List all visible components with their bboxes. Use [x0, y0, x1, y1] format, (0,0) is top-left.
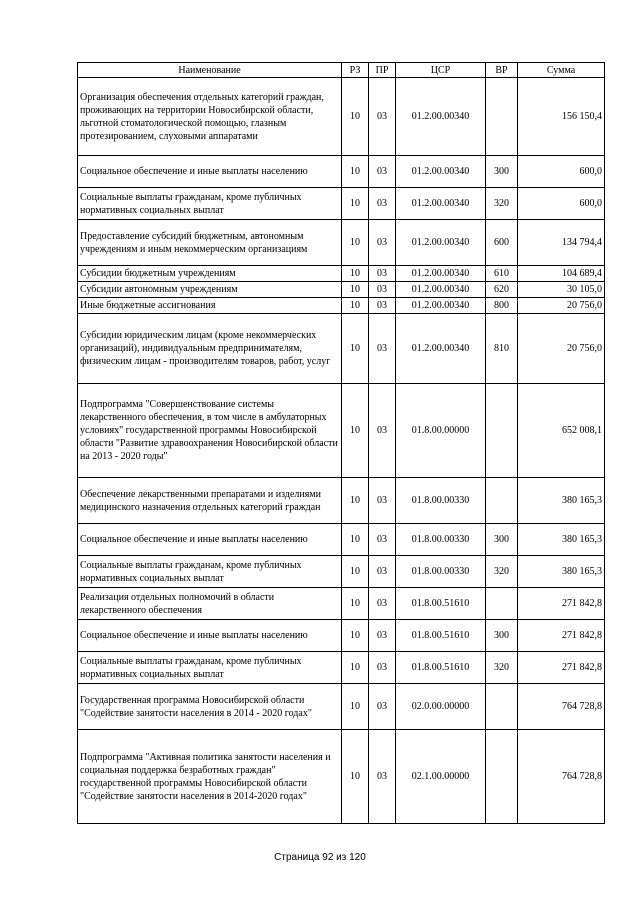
cell-pr: 03 [369, 188, 396, 220]
table-row [78, 588, 605, 620]
cell-vr [486, 588, 518, 620]
table-row [78, 620, 605, 652]
cell-vr: 320 [486, 652, 518, 684]
cell-csr: 01.2.00.00340 [396, 282, 486, 298]
table-row [78, 478, 605, 524]
table-row [78, 384, 605, 478]
cell-name: Социальные выплаты гражданам, кроме публичных нормативных социальных выплат [78, 188, 342, 220]
table-row [78, 730, 605, 824]
cell-pr: 03 [369, 314, 396, 384]
cell-sum: 104 689,4 [518, 266, 605, 282]
header-vr: ВР [486, 63, 518, 78]
cell-name: Субсидии бюджетным учреждениям [78, 266, 342, 282]
cell-name: Подпрограмма "Совершенствование системы лекарственного обеспечения, в том числе в амбулаторных условиях" государственной программы Новосибирской области "Развитие здравоохранения Новосибирской области на 2013 - 2020 годы" [78, 384, 342, 478]
cell-vr: 300 [486, 156, 518, 188]
cell-vr [486, 78, 518, 156]
cell-rz: 10 [342, 588, 369, 620]
cell-rz: 10 [342, 298, 369, 314]
cell-rz: 10 [342, 524, 369, 556]
cell-sum: 764 728,8 [518, 730, 605, 824]
cell-vr: 300 [486, 524, 518, 556]
cell-pr: 03 [369, 298, 396, 314]
cell-csr: 01.2.00.00340 [396, 188, 486, 220]
cell-rz: 10 [342, 314, 369, 384]
cell-sum: 20 756,0 [518, 314, 605, 384]
cell-vr: 810 [486, 314, 518, 384]
cell-vr: 300 [486, 620, 518, 652]
table-row [78, 556, 605, 588]
cell-pr: 03 [369, 78, 396, 156]
header-csr: ЦСР [396, 63, 486, 78]
cell-name: Субсидии юридическим лицам (кроме некоммерческих организаций), индивидуальным предпринимателям, физическим лицам - производителям товаров, работ, услуг [78, 314, 342, 384]
table-header-row [78, 63, 605, 78]
cell-pr: 03 [369, 524, 396, 556]
cell-sum: 271 842,8 [518, 588, 605, 620]
cell-name: Государственная программа Новосибирской области "Содействие занятости населения в 2014 - 2020 годах" [78, 684, 342, 730]
page-number-footer: Страница 92 из 120 [274, 852, 366, 863]
cell-sum: 156 150,4 [518, 78, 605, 156]
cell-pr: 03 [369, 478, 396, 524]
cell-sum: 652 008,1 [518, 384, 605, 478]
table-row [78, 188, 605, 220]
cell-vr: 620 [486, 282, 518, 298]
cell-pr: 03 [369, 282, 396, 298]
cell-vr: 800 [486, 298, 518, 314]
cell-vr: 600 [486, 220, 518, 266]
cell-csr: 01.8.00.00330 [396, 556, 486, 588]
table-row [78, 298, 605, 314]
cell-sum: 271 842,8 [518, 620, 605, 652]
cell-sum: 600,0 [518, 156, 605, 188]
cell-sum: 30 105,0 [518, 282, 605, 298]
cell-name: Социальное обеспечение и иные выплаты населению [78, 156, 342, 188]
cell-rz: 10 [342, 220, 369, 266]
cell-name: Подпрограмма "Активная политика занятости населения и социальная поддержка безработных граждан" государственной программы Новосибирской области "Содействие занятости населения в 2014-2020 годах" [78, 730, 342, 824]
table-row [78, 266, 605, 282]
cell-vr [486, 384, 518, 478]
cell-csr: 01.8.00.51610 [396, 588, 486, 620]
cell-sum: 380 165,3 [518, 524, 605, 556]
cell-pr: 03 [369, 730, 396, 824]
cell-csr: 01.2.00.00340 [396, 78, 486, 156]
cell-vr: 320 [486, 556, 518, 588]
table-row [78, 524, 605, 556]
table-body [78, 78, 605, 824]
cell-csr: 01.2.00.00340 [396, 314, 486, 384]
cell-sum: 764 728,8 [518, 684, 605, 730]
cell-csr: 02.0.00.00000 [396, 684, 486, 730]
cell-sum: 380 165,3 [518, 556, 605, 588]
table-row [78, 684, 605, 730]
cell-name: Предоставление субсидий бюджетным, автономным учреждениям и иным некоммерческим организациям [78, 220, 342, 266]
cell-rz: 10 [342, 78, 369, 156]
cell-csr: 01.8.00.51610 [396, 620, 486, 652]
cell-rz: 10 [342, 266, 369, 282]
cell-name: Социальное обеспечение и иные выплаты населению [78, 620, 342, 652]
cell-sum: 134 794,4 [518, 220, 605, 266]
budget-table-container [77, 62, 605, 824]
cell-pr: 03 [369, 652, 396, 684]
cell-pr: 03 [369, 684, 396, 730]
table-row [78, 282, 605, 298]
cell-csr: 01.8.00.00330 [396, 478, 486, 524]
cell-vr: 320 [486, 188, 518, 220]
header-pr: ПР [369, 63, 396, 78]
cell-pr: 03 [369, 620, 396, 652]
cell-rz: 10 [342, 730, 369, 824]
cell-rz: 10 [342, 188, 369, 220]
cell-sum: 600,0 [518, 188, 605, 220]
cell-rz: 10 [342, 384, 369, 478]
cell-rz: 10 [342, 478, 369, 524]
cell-rz: 10 [342, 556, 369, 588]
cell-vr: 610 [486, 266, 518, 282]
cell-pr: 03 [369, 266, 396, 282]
cell-sum: 271 842,8 [518, 652, 605, 684]
cell-name: Реализация отдельных полномочий в области лекарственного обеспечения [78, 588, 342, 620]
cell-name: Социальные выплаты гражданам, кроме публичных нормативных социальных выплат [78, 556, 342, 588]
cell-rz: 10 [342, 282, 369, 298]
table-row [78, 78, 605, 156]
cell-csr: 01.8.00.00330 [396, 524, 486, 556]
table-row [78, 314, 605, 384]
cell-sum: 380 165,3 [518, 478, 605, 524]
cell-sum: 20 756,0 [518, 298, 605, 314]
cell-rz: 10 [342, 156, 369, 188]
budget-table [77, 62, 605, 824]
cell-csr: 02.1.00.00000 [396, 730, 486, 824]
cell-rz: 10 [342, 620, 369, 652]
cell-name: Социальное обеспечение и иные выплаты населению [78, 524, 342, 556]
header-sum: Сумма [518, 63, 605, 78]
cell-name: Социальные выплаты гражданам, кроме публичных нормативных социальных выплат [78, 652, 342, 684]
cell-rz: 10 [342, 652, 369, 684]
cell-csr: 01.8.00.00000 [396, 384, 486, 478]
cell-vr [486, 684, 518, 730]
cell-pr: 03 [369, 556, 396, 588]
cell-name: Иные бюджетные ассигнования [78, 298, 342, 314]
cell-pr: 03 [369, 220, 396, 266]
cell-csr: 01.2.00.00340 [396, 298, 486, 314]
cell-name: Организация обеспечения отдельных категорий граждан, проживающих на территории Новосибирской области, льготной стоматологической помощью, глазным протезированием, слуховыми аппаратами [78, 78, 342, 156]
cell-csr: 01.2.00.00340 [396, 266, 486, 282]
cell-csr: 01.8.00.51610 [396, 652, 486, 684]
table-row [78, 156, 605, 188]
cell-csr: 01.2.00.00340 [396, 156, 486, 188]
table-row [78, 220, 605, 266]
table-row [78, 652, 605, 684]
cell-rz: 10 [342, 684, 369, 730]
header-name: Наименование [78, 63, 342, 78]
header-rz: РЗ [342, 63, 369, 78]
cell-pr: 03 [369, 588, 396, 620]
cell-pr: 03 [369, 384, 396, 478]
cell-csr: 01.2.00.00340 [396, 220, 486, 266]
cell-name: Обеспечение лекарственными препаратами и изделиями медицинского назначения отдельных категорий граждан [78, 478, 342, 524]
cell-name: Субсидии автономным учреждениям [78, 282, 342, 298]
cell-vr [486, 730, 518, 824]
cell-vr [486, 478, 518, 524]
cell-pr: 03 [369, 156, 396, 188]
